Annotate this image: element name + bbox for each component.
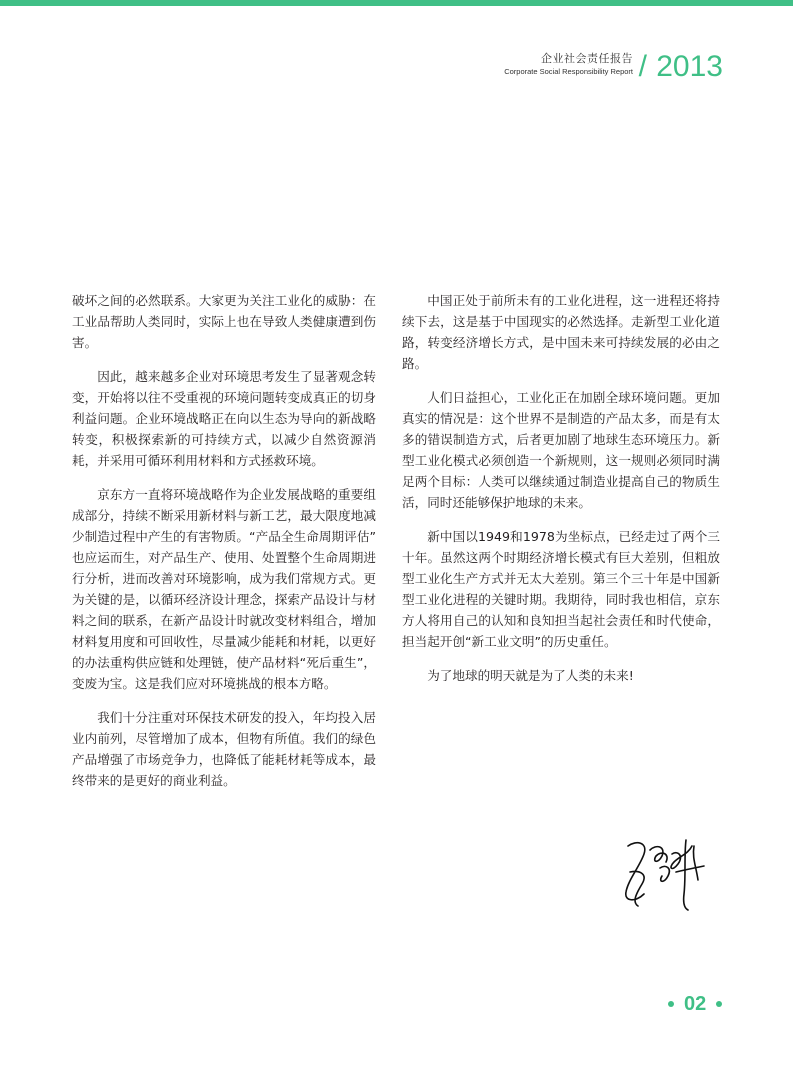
top-accent-bar: [0, 0, 793, 6]
header-title-cn: 企业社会责任报告: [541, 52, 633, 65]
header-year: 2013: [656, 50, 723, 83]
header-text-block: [504, 52, 633, 78]
handwritten-signature: [622, 832, 712, 912]
paragraph: 京东方一直将环境战略作为企业发展战略的重要组成部分，持续不断采用新材料与新工艺，最大限度地减少制造过程中产生的有害物质。“产品全生命周期评估” 也应运而生，对产品生产、使用、处置整个生命周期进行分析，进而改善对环境影响，成为我们常规方式。更为关键的是，以循环经济设计理念，探索产品设计与材料之间的联系，在新产品设计时就改变材料组合，增加材料复用度和可回收性，尽量减少能耗和材耗，以更好的办法重构供应链和处理链，使产品材料“死后重生”，变废为宝。这是我们应对环境挑战的根本方略。: [72, 487, 376, 691]
left-text-column: [72, 290, 376, 804]
page-number-dot-left: [668, 1001, 674, 1007]
page-number: [668, 990, 722, 1018]
right-text-column: [402, 290, 720, 699]
paragraph: 我们十分注重对环保技术研发的投入，年均投入居业内前列，尽管增加了成本，但物有所值。我们的绿色产品增强了市场竞争力，也降低了能耗材耗等成本，最终带来的是更好的商业利益。: [72, 710, 376, 788]
page-number-dot-right: [716, 1001, 722, 1007]
page-number-text: 02: [684, 992, 707, 1015]
paragraph: 因此，越来越多企业对环境思考发生了显著观念转变，开始将以往不受重视的环境问题转变成真正的切身利益问题。企业环境战略正在向以生态为导向的新战略转变，积极探索新的可持续方式，以减少自然资源消耗，并采用可循环利用材料和方式拯救环境。: [72, 369, 376, 468]
report-header: [463, 50, 723, 86]
paragraph: 破坏之间的必然联系。大家更为关注工业化的威胁：在工业品帮助人类同时，实际上也在导致人类健康遭到伤害。: [72, 293, 376, 350]
paragraph: 人们日益担心，工业化正在加剧全球环境问题。更加真实的情况是：这个世界不是制造的产品太多，而是有太多的错误制造方式，后者更加剧了地球生态环境压力。新型工业化模式必须创造一个新规则，这一规则必须同时满足两个目标：人类可以继续通过制造业提高自己的物质生活，同时还能够保护地球的未来。: [402, 390, 720, 510]
header-title-en: Corporate Social Responsibility Report: [504, 67, 633, 76]
paragraph: 为了地球的明天就是为了人类的未来!: [427, 668, 634, 683]
header-slash: /: [638, 50, 647, 83]
paragraph: 新中国以1949和1978为坐标点，已经走过了两个三十年。虽然这两个时期经济增长模式有巨大差别，但粗放型工业化生产方式并无太大差别。第三个三十年是中国新型工业化进程的关键时期。我期待，同时我也相信，京东方人将用自己的认知和良知担当起社会责任和时代使命，担当起开创“新工业文明”的历史重任。: [402, 529, 720, 649]
paragraph: 中国正处于前所未有的工业化进程，这一进程还将持续下去，这是基于中国现实的必然选择。走新型工业化道路，转变经济增长方式，是中国未来可持续发展的必由之路。: [402, 293, 720, 371]
